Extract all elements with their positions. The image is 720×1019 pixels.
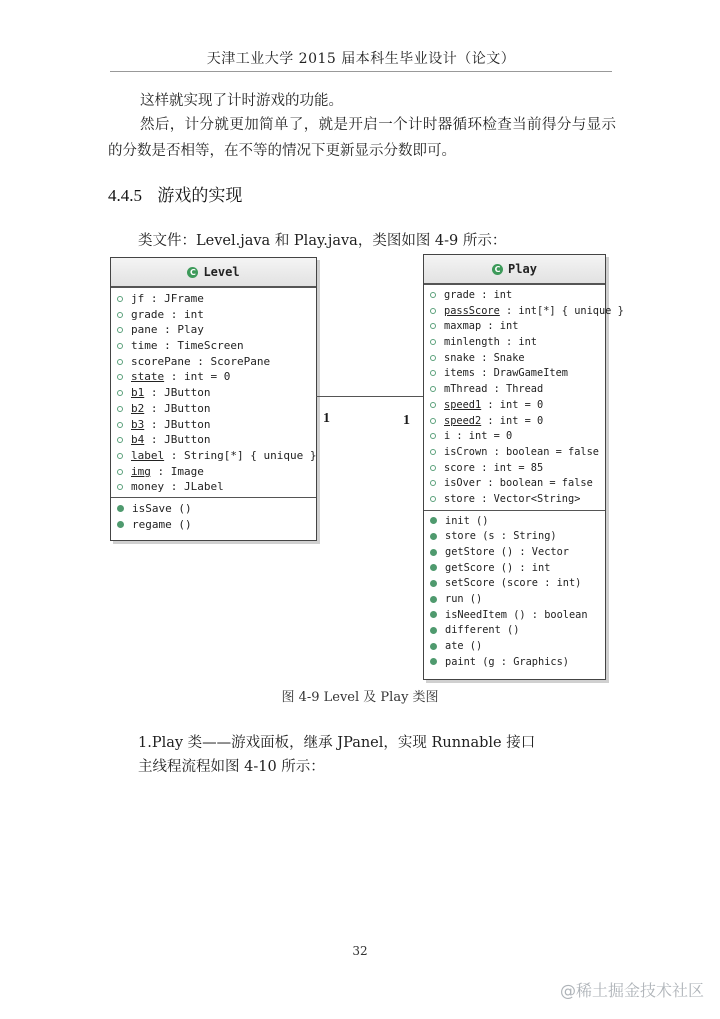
attribute-name: passScore xyxy=(444,304,500,317)
attribute-name: store xyxy=(444,492,475,505)
uml-attribute xyxy=(424,304,624,320)
header-title: 天津工业大学 2015 届本科生毕业设计（论文） xyxy=(206,51,516,67)
uml-operation xyxy=(424,529,605,545)
attribute-type: : Vector<String> xyxy=(475,492,581,505)
attribute-type: : int = 0 xyxy=(481,414,544,427)
uml-operations xyxy=(424,511,605,673)
attribute-type: : JButton xyxy=(144,433,211,447)
uml-class-header xyxy=(111,258,316,288)
uml-attribute xyxy=(111,291,316,307)
class-icon: C xyxy=(492,264,503,275)
uml-attribute xyxy=(424,366,605,382)
attribute-type: : int = 85 xyxy=(475,461,544,474)
uml-attributes xyxy=(424,285,624,511)
field-icon xyxy=(430,370,436,376)
attribute-type: : JButton xyxy=(144,386,211,400)
uml-operations xyxy=(111,498,316,534)
uml-operation xyxy=(424,561,605,577)
uml-attribute xyxy=(111,401,316,417)
attribute-type: : Thread xyxy=(487,383,544,396)
attribute-type: : Play xyxy=(157,323,204,337)
attribute-type: : String[*] { unique } xyxy=(164,448,317,462)
uml-attribute xyxy=(111,369,316,385)
uml-operation xyxy=(424,592,605,608)
section-number: 4.4.5 xyxy=(108,186,142,205)
field-icon xyxy=(430,418,436,424)
field-icon xyxy=(117,453,123,459)
field-icon xyxy=(430,339,436,345)
attribute-type: : Snake xyxy=(475,351,525,364)
multiplicity-left: 1 xyxy=(323,411,330,426)
attribute-type: : JButton xyxy=(144,417,211,431)
section-title: 游戏的实现 xyxy=(157,186,243,206)
attribute-name: time xyxy=(131,339,158,353)
attribute-type: : boolean = false xyxy=(487,445,599,458)
paragraph-class-files: 类文件：Level.java 和 Play.java，类图如图 4-9 所示： xyxy=(138,233,507,249)
paragraph-play-class: 1.Play 类——游戏面板，继承 JPanel，实现 Runnable 接口 xyxy=(138,735,536,751)
field-icon xyxy=(117,422,123,428)
field-icon xyxy=(117,296,123,302)
operation-signature: store (s : String) xyxy=(445,530,557,543)
attribute-type: : ScorePane xyxy=(190,354,271,368)
uml-attribute xyxy=(424,319,605,335)
uml-operation xyxy=(424,655,605,671)
attribute-type: : int xyxy=(499,336,537,349)
attribute-type: : int = 0 xyxy=(164,370,231,384)
uml-operation xyxy=(424,545,605,561)
operation-signature: getScore () : int xyxy=(445,561,551,574)
attribute-type: : int xyxy=(475,289,513,301)
attribute-name: grade xyxy=(131,307,165,321)
uml-attribute xyxy=(424,351,605,367)
uml-operation xyxy=(424,576,605,592)
attribute-name: b3 xyxy=(131,417,145,431)
uml-attribute xyxy=(111,307,316,323)
operation-signature: paint (g : Graphics) xyxy=(445,655,569,668)
attribute-name: score xyxy=(444,461,475,474)
field-icon xyxy=(430,323,436,329)
method-icon xyxy=(117,521,124,528)
field-icon xyxy=(430,449,436,455)
attribute-name: grade xyxy=(444,289,475,301)
uml-attribute xyxy=(424,429,605,445)
attribute-type: : JButton xyxy=(144,401,211,415)
attribute-name: img xyxy=(131,464,151,478)
field-icon xyxy=(430,480,436,486)
field-icon xyxy=(117,327,123,333)
attribute-type: : JLabel xyxy=(164,480,224,494)
method-icon xyxy=(430,517,437,524)
attribute-type: : int[*] { unique } xyxy=(499,304,624,317)
attribute-type: : TimeScreen xyxy=(157,339,244,353)
uml-attribute xyxy=(111,338,316,354)
uml-attribute xyxy=(424,414,605,430)
field-icon xyxy=(117,469,123,475)
attribute-name: label xyxy=(131,448,165,462)
method-icon xyxy=(430,580,437,587)
uml-attribute xyxy=(424,288,605,304)
attribute-name: i xyxy=(444,430,451,443)
method-icon xyxy=(430,533,437,540)
attribute-name: isOver xyxy=(444,477,482,490)
field-icon xyxy=(117,312,123,318)
field-icon xyxy=(430,386,436,392)
attribute-type: : DrawGameItem xyxy=(475,367,568,380)
attribute-type: : int = 0 xyxy=(481,398,544,411)
field-icon xyxy=(430,308,436,314)
attribute-type: : boolean = false xyxy=(481,477,593,490)
attribute-name: b4 xyxy=(131,433,145,447)
paragraph-scoring: 然后，计分就更加简单了，就是开启一个计时器循环检查当前得分与显示的分数是否相等，在不等的情况下更新显示分数即可。 xyxy=(108,117,616,159)
attribute-name: money xyxy=(131,480,165,494)
attribute-name: state xyxy=(131,370,165,384)
uml-attribute xyxy=(111,432,316,448)
uml-attribute xyxy=(111,479,316,495)
method-icon xyxy=(430,643,437,650)
method-icon xyxy=(117,505,124,512)
uml-attribute xyxy=(424,476,605,492)
field-icon xyxy=(430,402,436,408)
operation-signature: getStore () : Vector xyxy=(445,546,569,558)
uml-attribute xyxy=(424,335,605,351)
uml-attribute xyxy=(111,417,316,433)
attribute-name: scorePane xyxy=(131,354,191,368)
operation-signature: setScore (score : int) xyxy=(445,577,582,590)
uml-attribute xyxy=(111,464,316,480)
attribute-type: : int = 0 xyxy=(450,430,513,443)
uml-class-level xyxy=(110,257,317,541)
uml-operation xyxy=(424,623,605,639)
uml-attribute xyxy=(424,398,605,414)
field-icon xyxy=(430,496,436,502)
section-heading xyxy=(108,181,242,206)
page-number: 32 xyxy=(352,944,368,958)
attribute-type: : int xyxy=(164,307,204,321)
field-icon xyxy=(117,359,123,365)
operation-signature: regame () xyxy=(132,517,192,531)
attribute-name: speed2 xyxy=(444,414,482,427)
attribute-type: : JFrame xyxy=(144,292,204,305)
field-icon xyxy=(117,374,123,380)
operation-signature: init () xyxy=(445,514,489,527)
operation-signature: isSave () xyxy=(132,501,192,515)
class-name: Play xyxy=(508,262,537,276)
field-icon xyxy=(117,343,123,349)
operation-signature: run () xyxy=(445,593,483,606)
header-divider xyxy=(110,71,612,72)
attribute-name: minlength xyxy=(444,336,500,349)
uml-operation xyxy=(424,639,605,655)
uml-operation xyxy=(424,514,605,530)
field-icon xyxy=(117,390,123,396)
method-icon xyxy=(430,611,437,618)
attribute-name: b2 xyxy=(131,401,145,415)
uml-attribute xyxy=(111,448,316,464)
field-icon xyxy=(430,465,436,471)
attribute-name: snake xyxy=(444,351,475,364)
uml-attribute xyxy=(424,382,605,398)
figure-caption: 图 4-9 Level 及 Play 类图 xyxy=(281,690,439,705)
method-icon xyxy=(430,596,437,603)
field-icon xyxy=(117,484,123,490)
attribute-name: mThread xyxy=(444,383,488,396)
uml-attribute xyxy=(111,385,316,401)
attribute-name: items xyxy=(444,367,475,380)
uml-operation xyxy=(111,501,316,517)
attribute-name: maxmap xyxy=(444,320,482,333)
uml-attributes xyxy=(111,288,316,498)
attribute-type: : Image xyxy=(150,464,204,478)
field-icon xyxy=(430,292,436,298)
method-icon xyxy=(430,549,437,556)
uml-attribute xyxy=(424,445,605,461)
attribute-name: b1 xyxy=(131,386,145,400)
operation-signature: different () xyxy=(445,624,520,637)
attribute-name: speed1 xyxy=(444,398,482,411)
watermark: @稀土掘金技术社区 xyxy=(560,981,705,1000)
paragraph-main-thread: 主线程流程如图 4-10 所示： xyxy=(138,759,325,775)
uml-class-header xyxy=(424,255,605,285)
multiplicity-right: 1 xyxy=(403,413,410,428)
attribute-name: jf xyxy=(131,292,145,305)
attribute-type: : int xyxy=(481,320,519,333)
operation-signature: ate () xyxy=(445,640,483,653)
uml-operation xyxy=(424,608,605,624)
field-icon xyxy=(117,437,123,443)
method-icon xyxy=(430,658,437,665)
class-icon: C xyxy=(187,267,198,278)
field-icon xyxy=(430,355,436,361)
paragraph-timer-summary: 这样就实现了计时游戏的功能。 xyxy=(140,93,343,109)
uml-attribute xyxy=(424,492,605,508)
method-icon xyxy=(430,564,437,571)
uml-attribute xyxy=(111,354,316,370)
method-icon xyxy=(430,627,437,634)
operation-signature: isNeedItem () : boolean xyxy=(445,608,588,621)
uml-attribute xyxy=(111,322,316,338)
uml-attribute xyxy=(424,461,605,477)
attribute-name: isCrown xyxy=(444,445,488,458)
class-name: Level xyxy=(203,265,240,279)
field-icon xyxy=(430,433,436,439)
field-icon xyxy=(117,406,123,412)
uml-class-play xyxy=(423,254,624,680)
uml-operation xyxy=(111,517,316,533)
attribute-name: pane xyxy=(131,323,158,337)
association-line xyxy=(316,396,423,397)
